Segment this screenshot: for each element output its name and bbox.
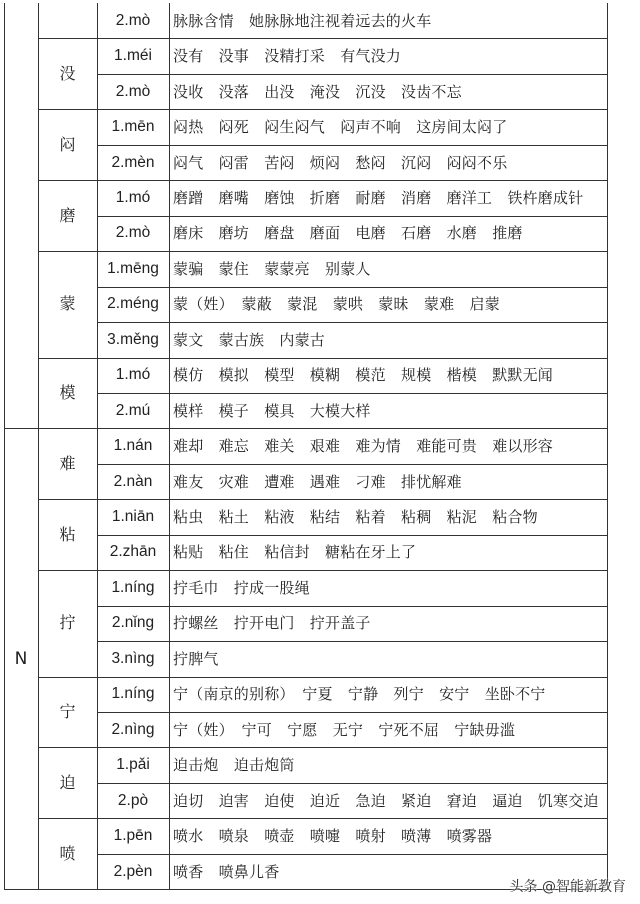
pinyin-cell: 1.nán bbox=[113, 437, 153, 455]
reading-row-line bbox=[97, 287, 607, 288]
pinyin-cell: 2.zhān bbox=[109, 543, 157, 561]
pinyin-cell: 1.mó bbox=[115, 188, 151, 206]
reading-row-line bbox=[97, 854, 607, 855]
letter-cell: N bbox=[14, 648, 28, 669]
reading-row-line bbox=[97, 358, 607, 359]
words-cell: 蒙文 蒙古族 内蒙古 bbox=[173, 330, 326, 349]
pinyin-cell: 2.mò bbox=[115, 224, 151, 242]
pinyin-column-divider bbox=[169, 3, 170, 889]
char-cell: 没 bbox=[59, 63, 76, 83]
reading-row-line bbox=[97, 180, 607, 181]
char-row-line bbox=[38, 38, 97, 39]
pinyin-cell: 2.méng bbox=[107, 295, 159, 313]
char-row-line bbox=[38, 180, 97, 181]
pinyin-cell: 2.mú bbox=[115, 401, 151, 419]
reading-row-line bbox=[97, 464, 607, 465]
table-border-right bbox=[607, 3, 608, 889]
reading-row-line bbox=[97, 535, 607, 536]
words-cell: 蒙（姓） 蒙蔽 蒙混 蒙哄 蒙昧 蒙难 启蒙 bbox=[173, 295, 500, 314]
words-cell: 模仿 模拟 模型 模糊 模范 规模 楷模 默默无闻 bbox=[173, 366, 554, 385]
char-row-line bbox=[38, 747, 97, 748]
words-cell: 粘虫 粘土 粘液 粘结 粘着 粘稠 粘泥 粘合物 bbox=[173, 508, 538, 527]
pinyin-cell: 1.pǎi bbox=[116, 756, 150, 774]
char-cell: 闷 bbox=[59, 134, 76, 154]
char-cell: 粘 bbox=[59, 524, 76, 544]
words-cell: 拧毛巾 拧成一股绳 bbox=[173, 578, 310, 597]
char-row-line bbox=[38, 677, 97, 678]
pinyin-cell: 3.měng bbox=[107, 330, 159, 348]
char-cell: 模 bbox=[59, 382, 76, 402]
reading-row-line bbox=[97, 606, 607, 607]
pinyin-cell: 1.mēng bbox=[107, 259, 159, 277]
words-cell: 闷热 闷死 闷生闷气 闷声不响 这房间太闷了 bbox=[173, 118, 508, 137]
table-border-left bbox=[4, 3, 5, 889]
words-cell: 模样 模子 模具 大模大样 bbox=[173, 401, 371, 420]
reading-row-line bbox=[97, 109, 607, 110]
pinyin-cell: 1.níng bbox=[111, 685, 155, 703]
reading-row-line bbox=[97, 677, 607, 678]
words-cell: 难却 难忘 难关 艰难 难为情 难能可贵 难以形容 bbox=[173, 437, 554, 456]
reading-row-line bbox=[97, 783, 607, 784]
char-row-line bbox=[38, 818, 97, 819]
words-cell: 迫击炮 迫击炮筒 bbox=[173, 756, 295, 775]
pinyin-cell: 1.níng bbox=[111, 578, 155, 596]
words-cell: 磨蹭 磨嘴 磨蚀 折磨 耐磨 消磨 磨洋工 铁杵磨成针 bbox=[173, 188, 584, 207]
char-cell: 宁 bbox=[59, 702, 76, 721]
words-cell: 蒙骗 蒙住 蒙蒙亮 别蒙人 bbox=[173, 259, 371, 278]
pinyin-cell: 2.mò bbox=[115, 82, 151, 100]
pinyin-cell: 2.mèn bbox=[111, 153, 155, 171]
pinyin-cell: 3.nìng bbox=[111, 649, 155, 667]
char-column-divider bbox=[97, 3, 98, 889]
letter-group-line bbox=[4, 428, 97, 429]
words-cell: 拧螺丝 拧开电门 拧开盖子 bbox=[173, 614, 371, 633]
pinyin-cell: 1.méi bbox=[114, 47, 152, 65]
reading-row-line bbox=[97, 216, 607, 217]
words-cell: 闷气 闷雷 苦闷 烦闷 愁闷 沉闷 闷闷不乐 bbox=[173, 153, 508, 172]
pinyin-cell: 1.mēn bbox=[111, 118, 155, 136]
char-cell: 拧 bbox=[59, 613, 76, 633]
pinyin-cell: 1.pēn bbox=[113, 827, 153, 845]
words-cell: 喷水 喷泉 喷壶 喷嚏 喷射 喷薄 喷雾器 bbox=[173, 827, 493, 846]
pinyin-cell: 1.mó bbox=[115, 366, 151, 384]
reading-row-line bbox=[97, 570, 607, 571]
char-row-line bbox=[38, 251, 97, 252]
reading-row-line bbox=[97, 322, 607, 323]
reading-row-line bbox=[97, 641, 607, 642]
reading-row-line bbox=[97, 145, 607, 146]
words-cell: 宁（姓） 宁可 宁愿 无宁 宁死不屈 宁缺毋滥 bbox=[173, 720, 516, 739]
pinyin-cell: 2.mò bbox=[115, 11, 151, 29]
reading-row-line bbox=[97, 499, 607, 500]
words-cell: 磨床 磨坊 磨盘 磨面 电磨 石磨 水磨 推磨 bbox=[173, 224, 523, 243]
char-cell: 难 bbox=[59, 453, 76, 473]
words-cell: 没收 没落 出没 淹没 沉没 没齿不忘 bbox=[173, 82, 462, 101]
pinyin-cell: 2.pò bbox=[117, 791, 149, 809]
reading-row-line bbox=[97, 74, 607, 75]
reading-row-line bbox=[97, 428, 607, 429]
watermark: 头条 @智能新教育 bbox=[509, 879, 626, 895]
char-cell: 磨 bbox=[59, 205, 76, 225]
pinyin-cell: 2.nàn bbox=[113, 472, 153, 490]
words-cell: 难友 灾难 遭难 遇难 刁难 排忧解难 bbox=[173, 472, 462, 491]
reading-row-line bbox=[97, 38, 607, 39]
reading-row-line bbox=[97, 251, 607, 252]
char-row-line bbox=[38, 358, 97, 359]
char-cell: 喷 bbox=[59, 843, 76, 863]
char-cell: 蒙 bbox=[59, 294, 76, 314]
reading-row-line bbox=[97, 712, 607, 713]
pinyin-cell: 2.nǐng bbox=[111, 614, 155, 632]
words-cell: 拧脾气 bbox=[173, 649, 219, 668]
char-row-line bbox=[38, 499, 97, 500]
char-cell: 迫 bbox=[59, 772, 76, 792]
words-cell: 喷香 喷鼻儿香 bbox=[173, 862, 280, 881]
words-cell: 迫切 迫害 迫使 迫近 急迫 紧迫 窘迫 逼迫 饥寒交迫 bbox=[173, 791, 599, 810]
char-row-line bbox=[38, 109, 97, 110]
words-cell: 粘贴 粘住 粘信封 糖粘在牙上了 bbox=[173, 543, 417, 562]
reading-row-line bbox=[97, 818, 607, 819]
words-cell: 宁（南京的别称） 宁夏 宁静 列宁 安宁 坐卧不宁 bbox=[173, 685, 546, 704]
reading-row-line bbox=[97, 747, 607, 748]
pinyin-cell: 2.pèn bbox=[113, 862, 153, 880]
words-cell: 脉脉含情 她脉脉地注视着远去的火车 bbox=[173, 11, 432, 30]
reading-row-line bbox=[97, 393, 607, 394]
words-cell: 没有 没事 没精打采 有气没力 bbox=[173, 47, 402, 66]
pinyin-cell: 1.niān bbox=[111, 508, 155, 526]
char-row-line bbox=[38, 570, 97, 571]
pinyin-cell: 2.nìng bbox=[111, 720, 155, 738]
